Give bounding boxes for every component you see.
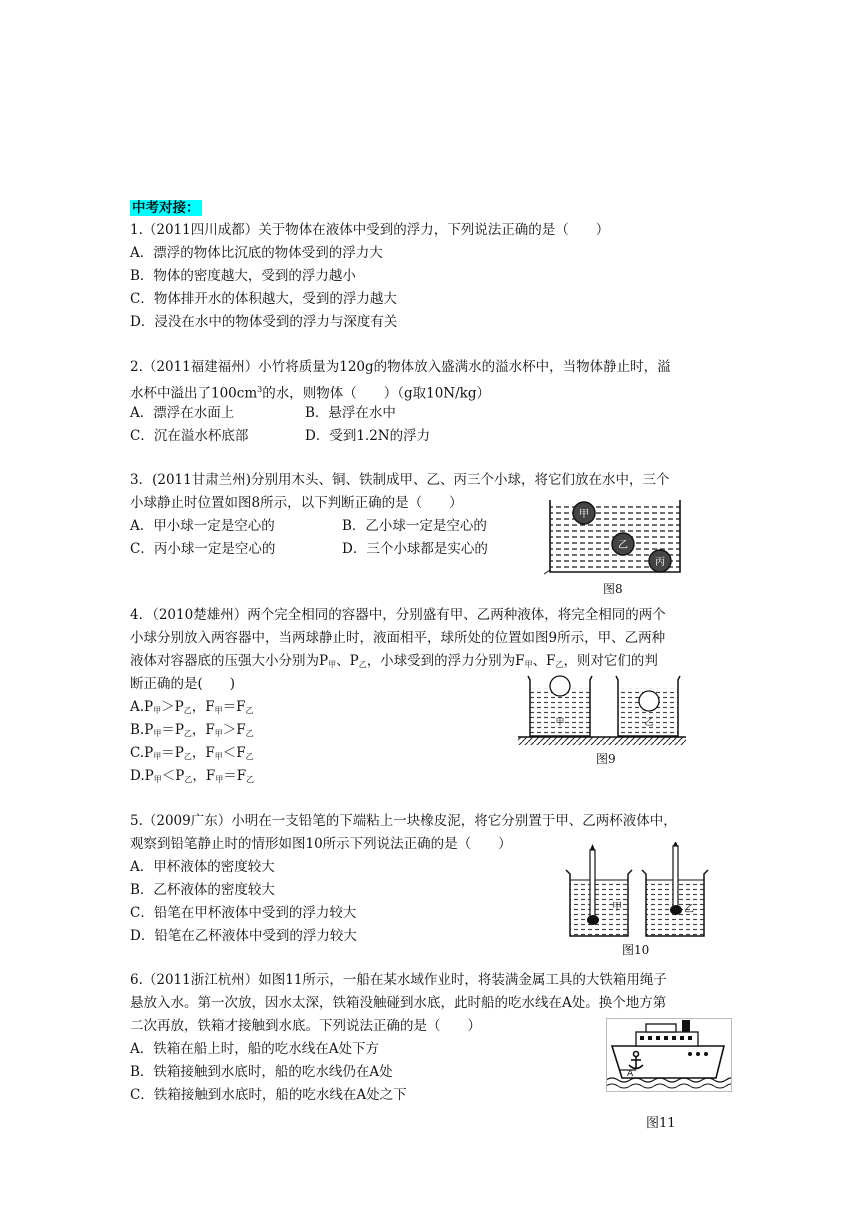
q3-line2: 小球静止时位置如图8所示，以下判断正确的是（ ）: [130, 495, 463, 511]
fig10-label-yi: 乙: [684, 904, 694, 915]
q4-line4: 断正确的是( ): [130, 676, 236, 692]
q3-option-d: D．三个小球都是实心的: [342, 541, 488, 557]
section-title: 中考对接：: [132, 200, 200, 216]
q2-option-c: C．沉在溢水杯底部: [130, 428, 249, 444]
q4-line2: 小球分别放入两容器中，当两球静止时，液面相平，球所处的位置如图9所示，甲、乙两种: [130, 630, 666, 646]
ball-label-bing: 丙: [655, 557, 665, 568]
figure-9-caption: 图9: [596, 752, 616, 766]
q1-stem: 1.（2011四川成都）关于物体在液体中受到的浮力，下列说法正确的是（ ）: [130, 222, 610, 238]
q1-option-d: D．浸没在水中的物体受到的浮力与深度有关: [130, 314, 398, 330]
figure-9-diagram: [516, 670, 688, 748]
q6-line3: 二次再放，铁箱才接触到水底。下列说法正确的是（ ）: [130, 1018, 481, 1034]
figure-8-diagram: [540, 498, 686, 578]
q2-option-a: A．漂浮在水面上: [130, 405, 235, 421]
fig10-clay-jia: [587, 915, 599, 925]
q4-line1: 4．（2010楚雄州）两个完全相同的容器中，分别盛有甲、乙两种液体，将完全相同的两个: [130, 607, 666, 623]
q1-option-a: A．漂浮的物体比沉底的物体受到的浮力大: [130, 245, 383, 261]
q4-option-c: $C.P_甲=P_乙$，$F_甲<F_乙$: [130, 745, 254, 761]
q4-line3: 液体对容器底的压强大小分别为$P_甲$、$P_乙$，小球受到的浮力分别为$F_甲$、$F_乙$，则对它们的判: [130, 653, 658, 669]
q3-option-c: C．丙小球一定是空心的: [130, 541, 276, 557]
q2-line1: 2.（2011福建福州）小竹将质量为120g的物体放入盛满水的溢水杯中，当物体静止时，溢: [130, 359, 671, 375]
q4-option-a: $A.P_甲>P_乙$，$F_甲=F_乙$: [130, 699, 254, 715]
q3-option-b: B．乙小球一定是空心的: [342, 518, 487, 534]
q5-option-b: B．乙杯液体的密度较大: [130, 882, 275, 898]
figure-11-diagram: [606, 1018, 732, 1092]
figure-10-caption: 图10: [622, 943, 650, 957]
q1-option-c: C．物体排开水的体积越大，受到的浮力越大: [130, 291, 397, 307]
q6-line1: 6.（2011浙江杭州）如图11所示，一船在某水域作业时，将装满金属工具的大铁箱用绳子: [130, 972, 667, 988]
figure-10-diagram: [560, 842, 710, 940]
q4-option-d: $D.P_甲<P_乙$，$F_甲=F_乙$: [130, 768, 255, 784]
q5-option-d: D．铅笔在乙杯液体中受到的浮力较大: [130, 928, 357, 944]
fig9-label-jia: 甲: [555, 718, 565, 728]
q6-line2: 悬放入水。第一次放，因水太深，铁箱没触碰到水底，此时船的吃水线在A处。换个地方第: [130, 995, 667, 1011]
q6-option-c: C．铁箱接触到水底时，船的吃水线在A处之下: [130, 1087, 407, 1103]
q2-option-d: D．受到1.2N的浮力: [305, 428, 431, 444]
q4-option-b: $B.P_甲=P_乙$，$F_甲>F_乙$: [130, 722, 254, 738]
q3-option-a: A．甲小球一定是空心的: [130, 518, 275, 534]
q6-option-a: A．铁箱在船上时，船的吃水线在A处下方: [130, 1041, 379, 1057]
fig9-ball-jia: [550, 676, 570, 696]
q5-line1: 5.（2009广东）小明在一支铅笔的下端粘上一块橡皮泥，将它分别置于甲、乙两杯液体中，: [130, 813, 677, 829]
q3-line1: 3．(2011甘肃兰州)分别用木头、铜、铁制成甲、乙、丙三个小球，将它们放在水中，三个: [130, 472, 670, 488]
q5-option-c: C．铅笔在甲杯液体中受到的浮力较大: [130, 905, 357, 921]
figure-11-caption: 图11: [646, 1116, 676, 1131]
q6-option-b: B．铁箱接触到水底时，船的吃水线仍在A处: [130, 1064, 393, 1080]
q5-line2: 观察到铅笔静止时的情形如图10所示下列说法正确的是（ ）: [130, 836, 512, 852]
fig9-ball-yi: [639, 691, 659, 711]
figure-8-caption: 图8: [603, 582, 623, 596]
q5-option-a: A．甲杯液体的密度较大: [130, 859, 275, 875]
fig10-clay-yi: [670, 905, 682, 915]
fig9-label-yi: 乙: [644, 718, 654, 728]
q2-line2: 水杯中溢出了$100cm^3$的水，则物体（ ）（g取10N/kg）: [130, 385, 490, 402]
ball-label-yi: 乙: [618, 540, 628, 551]
q2-option-b: B．悬浮在水中: [305, 405, 396, 421]
q1-option-b: B．物体的密度越大，受到的浮力越小: [130, 268, 356, 284]
fig10-label-jia: 甲: [612, 902, 622, 913]
waterline-label-a: A: [627, 1069, 634, 1079]
ball-label-jia: 甲: [579, 509, 589, 520]
